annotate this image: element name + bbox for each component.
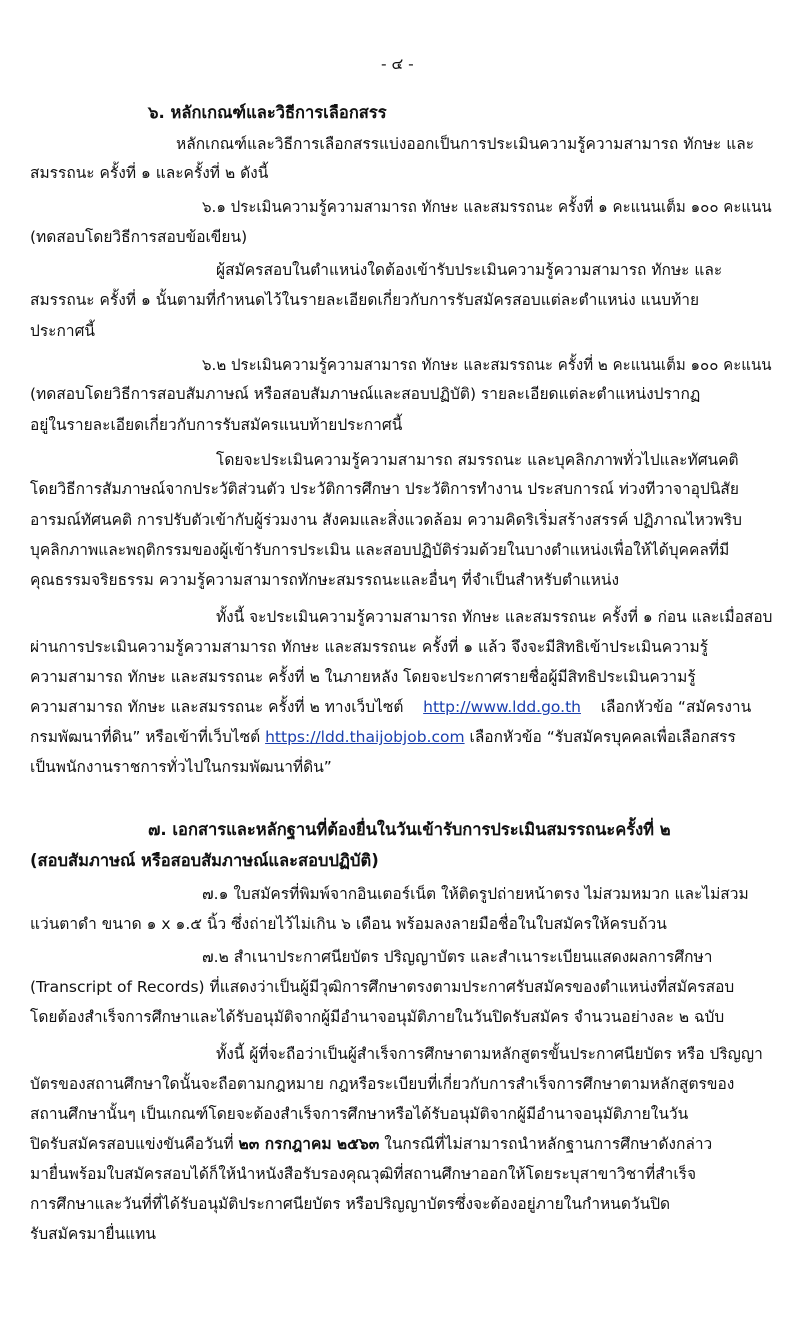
section-6-heading: ๖. หลักเกณฑ์และวิธีการเลือกสรร — [148, 103, 387, 122]
paragraph-line: มายื่นพร้อมใบสมัครสอบได้ก็ให้นำหนังสือรับรองคุณวุฒิที่สถานศึกษาออกให้โดยระบุสาขาวิชาที่สำเร็จ — [30, 1165, 697, 1183]
paragraph-line: ทั้งนี้ จะประเมินความรู้ความสามารถ ทักษะ และสมรรถนะ ครั้งที่ ๑ ก่อน และเมื่อสอบ — [216, 608, 773, 626]
line-text: เลือกหัวข้อ “รับสมัครบุคคลเพื่อเลือกสรร — [469, 728, 736, 746]
paragraph-line: (ทดสอบโดยวิธีการสอบข้อเขียน) — [30, 228, 248, 246]
paragraph-line: หลักเกณฑ์และวิธีการเลือกสรรแบ่งออกเป็นการประเมินความรู้ความสามารถ ทักษะ และ — [176, 135, 755, 153]
closing-date: ๒๓ กรกฎาคม ๒๕๖๓ — [238, 1135, 380, 1153]
paragraph-line: ๗.๑ ใบสมัครที่พิมพ์จากอินเตอร์เน็ต ให้ติดรูปถ่ายหน้าตรง ไม่สวมหมวก และไม่สวม — [202, 885, 749, 903]
paragraph-line: ๖.๒ ประเมินความรู้ความสามารถ ทักษะ และสมรรถนะ ครั้งที่ ๒ คะแนนเต็ม ๑๐๐ คะแนน — [202, 356, 772, 374]
paragraph-line: (Transcript of Records) ที่แสดงว่าเป็นผู้มีวุฒิการศึกษาตรงตามประกาศรับสมัครของตำแหน่งที่สมัครสอบ — [30, 978, 735, 996]
paragraph-line: ๗.๒ สำเนาประกาศนียบัตร ปริญญาบัตร และสำเนาระเบียนแสดงผลการศึกษา — [202, 948, 713, 966]
paragraph-line: อยู่ในรายละเอียดเกี่ยวกับการรับสมัครแนบท้ายประกาศนี้ — [30, 416, 403, 434]
paragraph-line: แว่นตาดำ ขนาด ๑ x ๑.๕ นิ้ว ซึ่งถ่ายไว้ไม่เกิน ๖ เดือน พร้อมลงลายมือชื่อในใบสมัครให้ครบถ้วน — [30, 915, 667, 933]
paragraph-line: สมรรถนะ ครั้งที่ ๑ และครั้งที่ ๒ ดังนี้ — [30, 164, 269, 182]
line-text: ความสามารถ ทักษะ และสมรรถนะ ครั้งที่ ๒ ทางเว็บไซต์ — [30, 698, 404, 716]
paragraph-line: รับสมัครมายื่นแทน — [30, 1225, 156, 1243]
paragraph-line: อารมณ์ทัศนคติ การปรับตัวเข้ากับผู้ร่วมงาน สังคมและสิ่งแวดล้อม ความคิดริเริ่มสร้างสรรค์ ปฏิภาณไหวพริบ — [30, 511, 742, 529]
line-text: ในกรณีที่ไม่สามารถนำหลักฐานการศึกษาดังกล่าว — [384, 1135, 713, 1153]
paragraph-line: เป็นพนักงานราชการทั่วไปในกรมพัฒนาที่ดิน” — [30, 758, 332, 776]
paragraph-line: บัตรของสถานศึกษาใดนั้นจะถือตามกฎหมาย กฎหรือระเบียบที่เกี่ยวกับการสำเร็จการศึกษาตามหลักสูตรของ — [30, 1075, 735, 1093]
line-text: ปิดรับสมัครสอบแข่งขันคือวันที่ — [30, 1135, 234, 1153]
paragraph-line — [30, 697, 751, 717]
line-text: เลือกหัวข้อ “สมัครงาน — [600, 698, 752, 716]
paragraph-line: (ทดสอบโดยวิธีการสอบสัมภาษณ์ หรือสอบสัมภาษณ์และสอบปฏิบัติ) รายละเอียดแต่ละตำแหน่งปรากฏ — [30, 385, 701, 403]
paragraph-line: ๖.๑ ประเมินความรู้ความสามารถ ทักษะ และสมรรถนะ ครั้งที่ ๑ คะแนนเต็ม ๑๐๐ คะแนน — [202, 198, 772, 216]
paragraph-line — [30, 727, 736, 747]
paragraph-line: ผ่านการประเมินความรู้ความสามารถ ทักษะ และสมรรถนะ ครั้งที่ ๑ แล้ว จึงจะมีสิทธิเข้าประเมินความรู้ — [30, 638, 709, 656]
paragraph-line: ประกาศนี้ — [30, 322, 96, 340]
thaijobjob-website-link[interactable]: https://ldd.thaijobjob.com — [265, 728, 465, 746]
paragraph-line: การศึกษาและวันที่ที่ได้รับอนุมัติประกาศนียบัตร หรือปริญญาบัตรซึ่งจะต้องอยู่ภายในกำหนดวันปิด — [30, 1195, 671, 1213]
ldd-website-link[interactable]: http://www.ldd.go.th — [423, 698, 581, 716]
paragraph-line: สถานศึกษานั้นๆ เป็นเกณฑ์โดยจะต้องสำเร็จการศึกษาหรือได้รับอนุมัติจากผู้มีอำนาจอนุมัติภายในวัน — [30, 1105, 689, 1123]
paragraph-line: โดยต้องสำเร็จการศึกษาและได้รับอนุมัติจากผู้มีอำนาจอนุมัติภายในวันปิดรับสมัคร จำนวนอย่างละ ๒ ฉบับ — [30, 1008, 725, 1026]
page-number: - ๔ - — [381, 55, 414, 73]
paragraph-line: สมรรถนะ ครั้งที่ ๑ นั้นตามที่กำหนดไว้ในรายละเอียดเกี่ยวกับการรับสมัครสอบแต่ละตำแหน่ง แนบท้าย — [30, 291, 700, 309]
paragraph-line: ทั้งนี้ ผู้ที่จะถือว่าเป็นผู้สำเร็จการศึกษาตามหลักสูตรขั้นประกาศนียบัตร หรือ ปริญญา — [216, 1045, 763, 1063]
paragraph-line: คุณธรรมจริยธรรม ความรู้ความสามารถทักษะสมรรถนะและอื่นๆ ที่จำเป็นสำหรับตำแหน่ง — [30, 571, 620, 589]
paragraph-line: โดยวิธีการสัมภาษณ์จากประวัติส่วนตัว ประวัติการศึกษา ประวัติการทำงาน ประสบการณ์ ท่วงทีวาจาอุปนิสัย — [30, 480, 739, 498]
paragraph-line — [30, 1134, 712, 1154]
section-7-heading: ๗. เอกสารและหลักฐานที่ต้องยื่นในวันเข้ารับการประเมินสมรรถนะครั้งที่ ๒ — [148, 820, 671, 839]
paragraph-line: โดยจะประเมินความรู้ความสามารถ สมรรถนะ และบุคลิกภาพทั่วไปและทัศนคติ — [216, 451, 739, 469]
paragraph-line: ผู้สมัครสอบในตำแหน่งใดต้องเข้ารับประเมินความรู้ความสามารถ ทักษะ และ — [216, 261, 723, 279]
line-text: กรมพัฒนาที่ดิน” หรือเข้าที่เว็บไซต์ — [30, 728, 261, 746]
paragraph-line: ความสามารถ ทักษะ และสมรรถนะ ครั้งที่ ๒ ในภายหลัง โดยจะประกาศรายชื่อผู้มีสิทธิประเมินความรู้ — [30, 668, 696, 686]
section-7-subheading: (สอบสัมภาษณ์ หรือสอบสัมภาษณ์และสอบปฏิบัติ) — [30, 851, 379, 870]
paragraph-line: บุคลิกภาพและพฤติกรรมของผู้เข้ารับการประเมิน และสอบปฏิบัติร่วมด้วยในบางตำแหน่งเพื่อให้ได้บุคคลที่มี — [30, 541, 730, 559]
